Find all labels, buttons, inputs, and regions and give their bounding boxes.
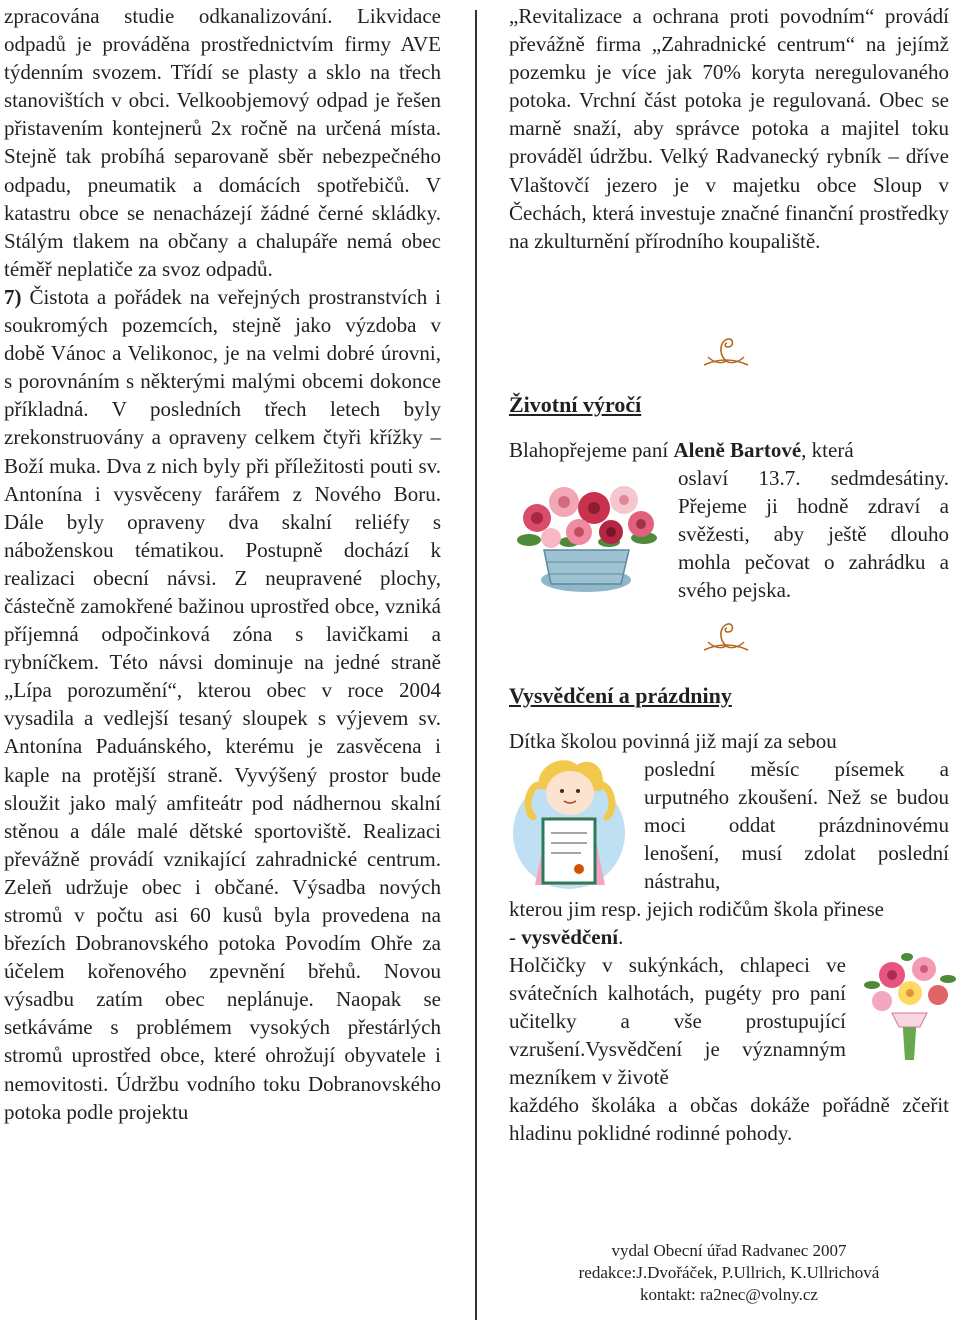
bouquet-icon	[862, 945, 957, 1065]
cleanliness-paragraph	[4, 283, 441, 1126]
footer-editors: redakce:J.Dvořáček, P.Ullrich, K.Ullrichová	[578, 1263, 880, 1282]
cleanliness-text: Čistota a pořádek na veřejných prostranstvích i soukromých pozemcích, stejně jako výzdoba v době Vánoc a Velikonoc, je na velmi dobré úrovni, s porovnáním s některými malými obcemi dokonce příkladná. V posledních třech letech byly zrekonstruovány a opraveny celkem čtyři křížky – Boží muka. Dva z nich byly při příležitosti pouti sv. Antonína i vysvěceny farářem z Nového Boru. Dále byly opraveny dva skalní reliéfy s náboženskou tématikou. Postupně dochází k realizaci obecní návsi. Z neupravené plochy, částečně zamokřené bažinou uprostřed obce, vzniká příjemná odpočinková zóna s lavičkami a rybníčkem. Této návsi dominuje na jedné straně „Lípa porozumění“, kterou obec v roce 2004 vysadila a vedlejší tesaný sloupek s výjevem sv. Antonína Paduánského, kterému je zasvěcena i kaple na protější straně. Vyvýšený prostor bude sloužit jako malý amfiteátr pod nádhernou skalní stěnou a dále malé dětské sportoviště. Realizaci převážně provádí vznikající zahradnické centrum. Zeleň udržuje obec i občané. Výsadba nových stromů v počtu asi 60 kusů byla provedena na březích Dobranovského potoka Povodím Ohře za účelem kořenového zpevnění břehů. Novou výsadbu zatím obec neplánuje. Naopak se setkáváme s problémem vysokých přestárlých stromů uprostřed obce, které ohrožují obyvatele i nemovitosti. Údržbu vodního toku Dobranovského potoka podle projektu	[4, 284, 441, 1124]
footer-contact: kontakt: ra2nec@volny.cz	[640, 1285, 818, 1304]
anniversary-line1-post: , která	[801, 438, 854, 462]
girl-certificate-icon	[509, 755, 634, 895]
anniversary-line1	[509, 436, 949, 464]
column-divider	[475, 10, 477, 1320]
anniversary-text: oslaví 13.7. sedmdesátiny. Přejeme ji hodně zdraví a svěžesti, aby ještě dlouho mohla pečovat o zahrádku a svého pejska.	[678, 466, 949, 603]
section-heading-school: Vysvědčení a prázdniny	[509, 683, 732, 708]
vysvedceni-bold: vysvědčení	[521, 925, 619, 949]
revitalizace-paragraph: „Revitalizace a ochrana proti povodním“ provádí převážně firma „Zahradnické centrum“ na jejímž pozemku je více jak 70% koryta neregulovaného potoka. Vrchní část potoka je regulovaná. Obec se marně snaží, aby správce potoka a majitel toku prováděl údržbu. Velký Radvanecký rybník – dříve Vlaštovčí jezero je v majetku obce Sloup v Čechách, která investuje značné finanční prostředky na zkulturnění přírodního koupaliště.	[509, 4, 949, 253]
school-line1: Dítka školou povinná již mají za sebou	[509, 729, 837, 753]
dash: -	[509, 925, 522, 949]
school-text-wrapped: poslední měsíc písemek a urputného zkoušení. Než se budou moci oddat prázdninovému lenošení, musí zdolat poslední nástrahu,	[644, 757, 949, 894]
period: .	[618, 925, 624, 949]
section-heading-anniversary: Životní výročí	[509, 392, 642, 417]
footer-publisher: vydal Obecní úřad Radvanec 2007	[611, 1241, 847, 1260]
celebrant-name: Aleně Bartové	[673, 438, 802, 462]
flower-basket-icon	[509, 480, 664, 595]
school-full-line: kterou jim resp. jejich rodičům škola přinese	[509, 897, 884, 921]
footer	[509, 1240, 949, 1306]
ornament-icon	[700, 620, 752, 660]
left-column	[4, 2, 441, 1126]
anniversary-line1-pre: Blahopřejeme paní	[509, 438, 674, 462]
school-para2-full: každého školáka a občas dokáže pořádně zčeřit hladinu poklidné rodinné pohody.	[509, 1093, 949, 1146]
ornament-icon	[700, 335, 752, 375]
school-para2-wrapped: Holčičky v sukýnkách, chlapeci ve svátečních kalhotách, pugéty pro paní učitelky a vše prostupující vzrušení.Vysvědčení je významným mezníkem v životě	[509, 953, 846, 1090]
point-number: 7)	[4, 284, 22, 309]
right-column-top	[509, 2, 949, 255]
waste-paragraph: zpracována studie odkanalizování. Likvidace odpadů je prováděna prostřednictvím firmy AVE týdenním svozem. Třídí se plasty a sklo na třech stanovištích v obci. Velkoobjemový odpad je řešen přistavením kontejnerů 2x ročně na určená místa. Stejně tak probíhá separovaně sběr nebezpečného odpadu, pneumatik a domácích spotřebičů. V katastru obce se nenacházejí žádné černé skládky. Stálým tlakem na občany a chalupáře nemá obec téměř neplatiče za svoz odpadů.	[4, 4, 441, 281]
